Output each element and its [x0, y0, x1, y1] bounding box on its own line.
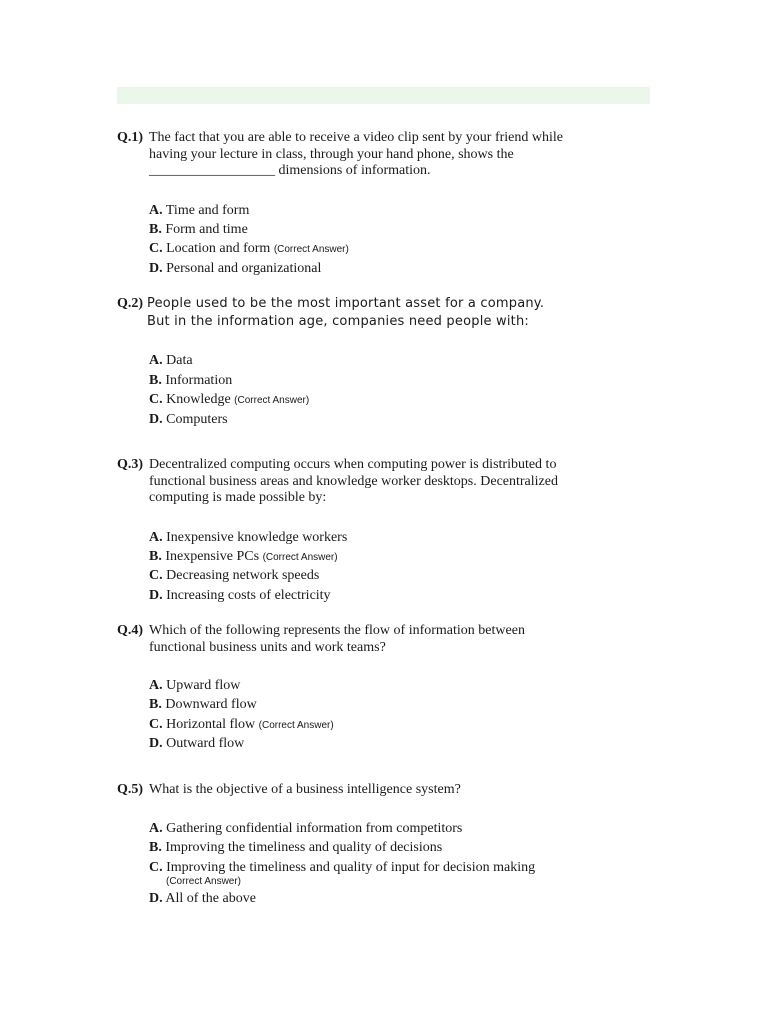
option-letter: D.	[149, 412, 163, 427]
correct-answer-tag: (Correct Answer)	[262, 552, 338, 563]
option-letter: C.	[149, 241, 163, 256]
question-line: functional business areas and knowledge worker desktops. Decentralized	[149, 473, 558, 489]
question-text	[149, 623, 619, 656]
option-text: Improving the timeliness and quality of decisions	[165, 840, 443, 855]
option-b	[149, 547, 338, 567]
option-text: Upward flow	[166, 678, 241, 693]
option-c	[149, 858, 535, 877]
option-letter: A.	[149, 353, 163, 368]
option-letter: B.	[149, 222, 162, 237]
question-text	[149, 457, 619, 507]
option-b	[149, 838, 442, 857]
option-text: Time and form	[165, 203, 250, 218]
option-text: Information	[165, 373, 233, 388]
option-text: Improving the timeliness and quality of input for decision making	[166, 860, 536, 875]
option-c	[149, 715, 334, 735]
option-text: Gathering confidential information from competitors	[166, 821, 463, 836]
option-text: Form and time	[165, 222, 248, 237]
option-text: All of the above	[165, 891, 256, 906]
option-text: Inexpensive knowledge workers	[166, 530, 348, 545]
option-letter: D.	[149, 588, 163, 603]
option-letter: D.	[149, 736, 163, 751]
correct-answer-tag: (Correct Answer)	[234, 395, 310, 406]
option-letter: B.	[149, 840, 162, 855]
correct-answer-tag: (Correct Answer)	[258, 720, 334, 731]
option-d	[149, 410, 228, 429]
option-letter: C.	[149, 860, 163, 875]
option-d	[149, 586, 331, 605]
option-text: Location and form	[166, 241, 271, 256]
option-letter: C.	[149, 392, 163, 407]
option-letter: A.	[149, 203, 163, 218]
question-line: having your lecture in class, through your hand phone, shows the	[149, 146, 514, 162]
option-text: Knowledge	[166, 392, 231, 407]
option-text: Outward flow	[166, 736, 245, 751]
header-band	[117, 87, 650, 104]
option-letter: B.	[149, 697, 162, 712]
option-letter: A.	[149, 821, 163, 836]
option-a	[149, 201, 249, 220]
question-number: Q.1)	[117, 130, 144, 145]
option-text: Increasing costs of electricity	[166, 588, 331, 603]
option-letter: A.	[149, 678, 163, 693]
option-letter: C.	[149, 717, 163, 732]
option-c	[149, 566, 319, 585]
question-text	[149, 782, 619, 799]
question-text	[149, 130, 619, 180]
option-a	[149, 528, 347, 547]
option-text: Horizontal flow	[166, 717, 256, 732]
option-text: Computers	[166, 412, 228, 427]
option-text: Personal and organizational	[166, 261, 322, 276]
question-line: Which of the following represents the flow of information between	[149, 623, 525, 638]
option-letter: A.	[149, 530, 163, 545]
option-a	[149, 351, 193, 370]
option-b	[149, 695, 257, 714]
question-line: People used to be the most important asset for a company.	[147, 296, 545, 311]
question-line: computing is made possible by:	[149, 490, 327, 505]
option-text: Inexpensive PCs	[165, 549, 260, 564]
option-letter: B.	[149, 373, 162, 388]
option-text: Decreasing network speeds	[166, 568, 320, 583]
question-number: Q.3)	[117, 457, 144, 472]
question-line: Decentralized computing occurs when computing power is distributed to	[149, 457, 557, 472]
correct-answer-tag: (Correct Answer)	[273, 244, 349, 255]
option-c	[149, 239, 349, 259]
option-text: Downward flow	[165, 697, 257, 712]
question-line: functional business units and work teams?	[149, 639, 386, 655]
question-line: __________________ dimensions of information.	[149, 163, 431, 178]
option-d	[149, 259, 321, 278]
option-a	[149, 819, 462, 838]
question-line: But in the information age, companies need people with:	[147, 314, 529, 329]
question-number: Q.4)	[117, 623, 144, 638]
option-text: Data	[166, 353, 193, 368]
question-number: Q.2)	[117, 296, 144, 311]
option-d	[149, 734, 244, 753]
option-b	[149, 220, 248, 239]
option-letter: D.	[149, 891, 163, 906]
option-a	[149, 676, 240, 695]
option-letter: C.	[149, 568, 163, 583]
option-d	[149, 889, 256, 908]
question-number: Q.5)	[117, 782, 144, 797]
option-letter: D.	[149, 261, 163, 276]
question-line: The fact that you are able to receive a video clip sent by your friend while	[149, 130, 563, 145]
question-line: What is the objective of a business intelligence system?	[149, 782, 461, 797]
option-c	[149, 390, 309, 410]
option-b	[149, 371, 232, 390]
option-letter: B.	[149, 549, 162, 564]
question-text	[147, 295, 617, 331]
correct-answer-tag: (Correct Answer)	[166, 876, 242, 887]
